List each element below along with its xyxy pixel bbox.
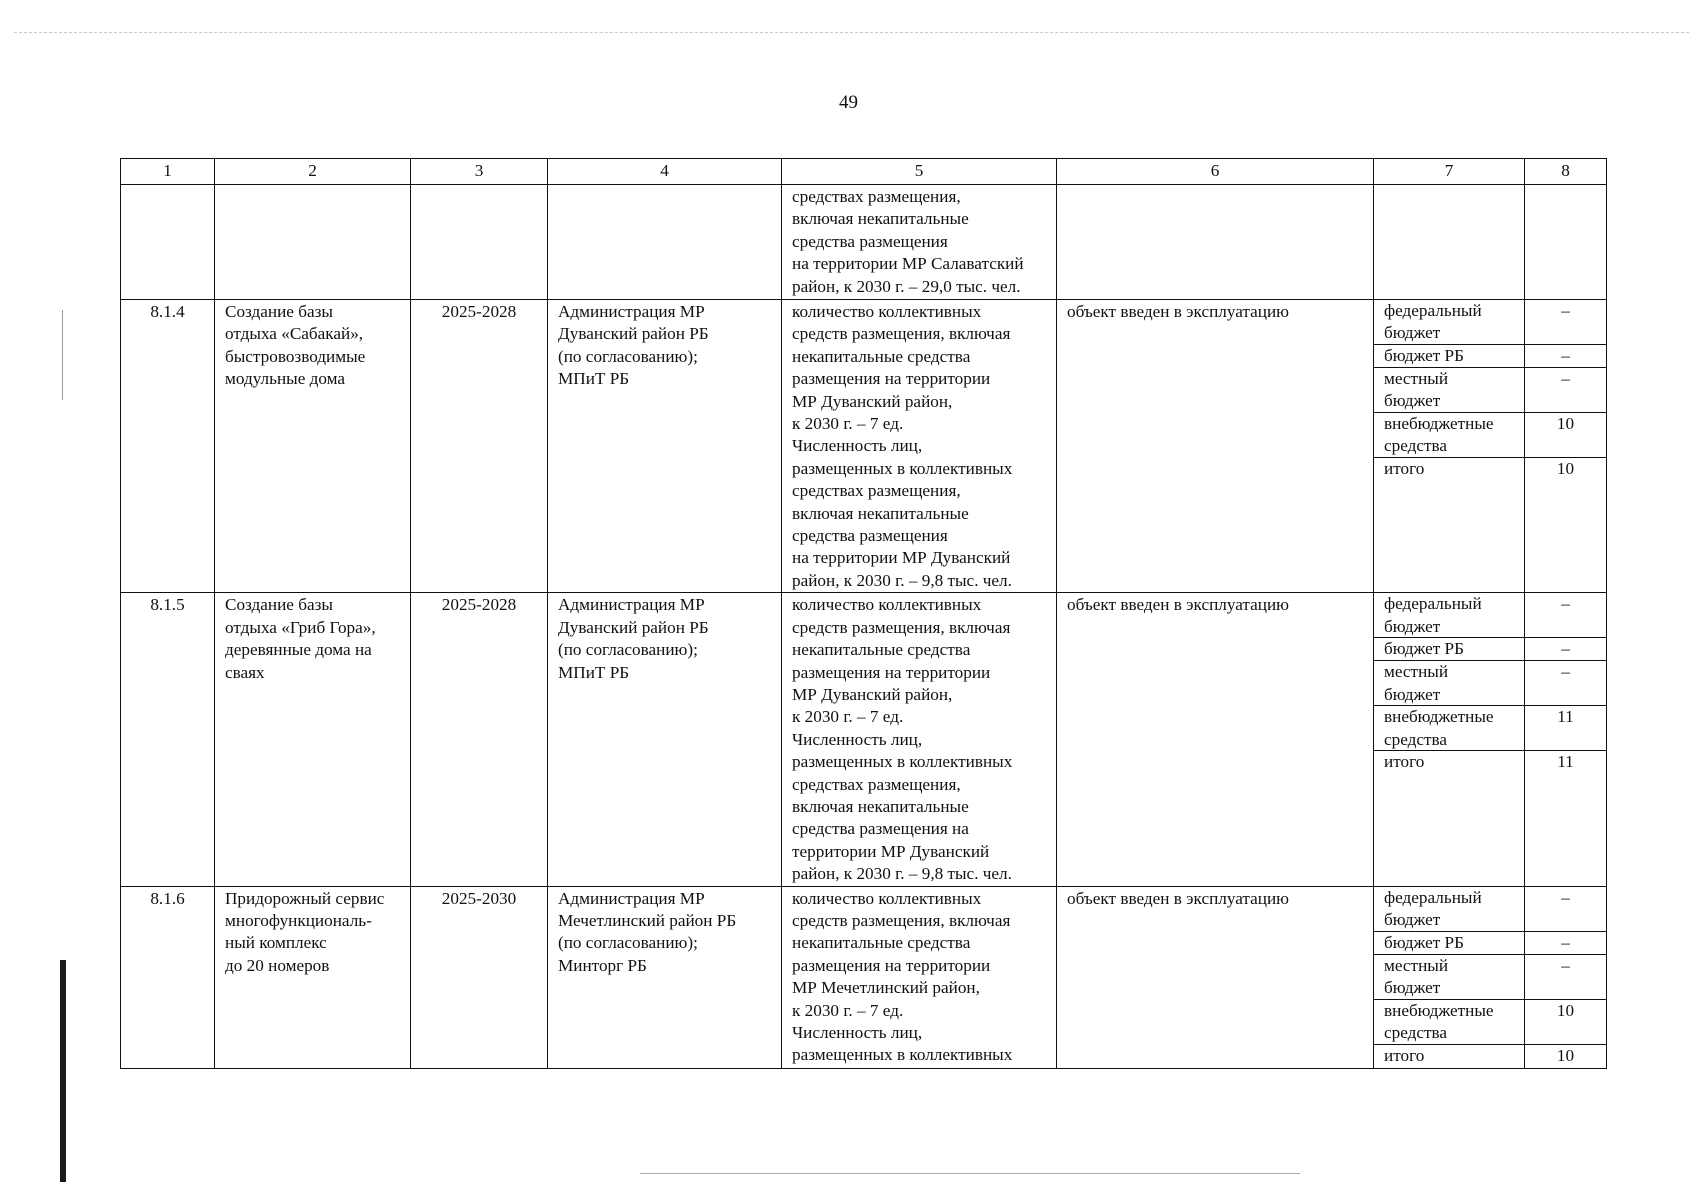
cell-result: объект введен в эксплуатацию [1057,593,1374,886]
column-header: 3 [411,159,548,185]
cell-value [1525,300,1607,593]
cell-value [1525,886,1607,1068]
cell-period [411,185,548,300]
cell-name: Придорожный сервис многофункциональ- ный комплекс до 20 номеров [215,886,411,1068]
source-label: местный бюджет [1374,955,1524,1000]
source-label: внебюджетные средства [1374,1000,1524,1045]
source-label: местный бюджет [1374,368,1524,413]
source-label: федеральный бюджет [1374,300,1524,345]
cell-number: 8.1.6 [121,886,215,1068]
table-row [121,886,1607,1068]
cell-source [1374,300,1525,593]
source-label: внебюджетные средства [1374,413,1524,458]
source-value: – [1525,593,1606,638]
cell-indicator: средствах размещения, включая некапитальные средства размещения на территории МР Салаватский район, к 2030 г. – 29,0 тыс. чел. [782,185,1057,300]
column-header: 4 [548,159,782,185]
cell-period: 2025-2028 [411,300,548,593]
source-value: 10 [1525,413,1606,458]
source-label: местный бюджет [1374,661,1524,706]
scan-margin-mark [62,310,63,400]
source-value: – [1525,955,1606,1000]
source-value: 11 [1557,752,1574,772]
cell-result: объект введен в эксплуатацию [1057,300,1374,593]
source-value: – [1525,638,1606,661]
source-value: – [1525,345,1606,368]
cell-value [1525,593,1607,886]
source-label: бюджет РБ [1374,932,1524,955]
source-label: бюджет РБ [1374,345,1524,368]
cell-value [1525,185,1607,300]
program-table [120,158,1607,1069]
scan-binding-shadow [60,960,66,1182]
source-label: бюджет РБ [1374,638,1524,661]
cell-result: объект введен в эксплуатацию [1057,886,1374,1068]
table-row [121,300,1607,593]
source-value: – [1525,661,1606,706]
cell-period: 2025-2028 [411,593,548,886]
cell-number [121,185,215,300]
cell-number: 8.1.5 [121,593,215,886]
cell-executor [548,185,782,300]
source-value: – [1525,932,1606,955]
source-value: 10 [1525,1000,1606,1045]
source-label: федеральный бюджет [1374,887,1524,932]
source-value: – [1525,887,1606,932]
column-header: 7 [1374,159,1525,185]
cell-indicator: количество коллективных средств размещения, включая некапитальные средства размещения на территории МР Дуванский район, к 2030 г. – 7 ед. Численность лиц, размещенных в коллективных средствах размещения, включая некапитальные средства размещения на территории МР Дуванский район, к 2030 г. – 9,8 тыс. чел. [782,300,1057,593]
source-label: итого [1384,459,1425,478]
cell-source [1374,886,1525,1068]
cell-indicator: количество коллективных средств размещения, включая некапитальные средства размещения на территории МР Мечетлинский район, к 2030 г. – 7 ед. Численность лиц, размещенных в коллективных [782,886,1057,1068]
cell-name [215,185,411,300]
source-value: – [1525,368,1606,413]
cell-result [1057,185,1374,300]
table-row [121,593,1607,886]
column-number-row [121,159,1607,185]
cell-executor: Администрация МР Дуванский район РБ (по согласованию); МПиТ РБ [548,300,782,593]
cell-period: 2025-2030 [411,886,548,1068]
column-header: 5 [782,159,1057,185]
cell-executor: Администрация МР Дуванский район РБ (по согласованию); МПиТ РБ [548,593,782,886]
column-header: 1 [121,159,215,185]
source-label: внебюджетные средства [1374,706,1524,751]
cell-indicator: количество коллективных средств размещения, включая некапитальные средства размещения на территории МР Дуванский район, к 2030 г. – 7 ед. Численность лиц, размещенных в коллективных средствах размещения, включая некапитальные средства размещения на территории МР Дуванский район, к 2030 г. – 9,8 тыс. чел. [782,593,1057,886]
source-value: 10 [1556,459,1575,478]
page-number: 49 [839,92,858,113]
cell-source [1374,185,1525,300]
cell-name: Создание базы отдыха «Сабакай», быстровозводимые модульные дома [215,300,411,593]
source-value: 11 [1525,706,1606,751]
source-label: федеральный бюджет [1374,593,1524,638]
column-header: 2 [215,159,411,185]
source-label: итого [1384,752,1425,772]
cell-source [1374,593,1525,886]
scan-bottom-edge [640,1173,1300,1174]
source-value: 10 [1556,1045,1575,1065]
cell-number: 8.1.4 [121,300,215,593]
column-header: 6 [1057,159,1374,185]
table-row-continued [121,185,1607,300]
scan-top-edge [14,32,1689,33]
source-label: итого [1384,1045,1425,1065]
cell-name: Создание базы отдыха «Гриб Гора», деревянные дома на сваях [215,593,411,886]
column-header: 8 [1525,159,1607,185]
source-value: – [1525,300,1606,345]
cell-executor: Администрация МР Мечетлинский район РБ (по согласованию); Минторг РБ [548,886,782,1068]
